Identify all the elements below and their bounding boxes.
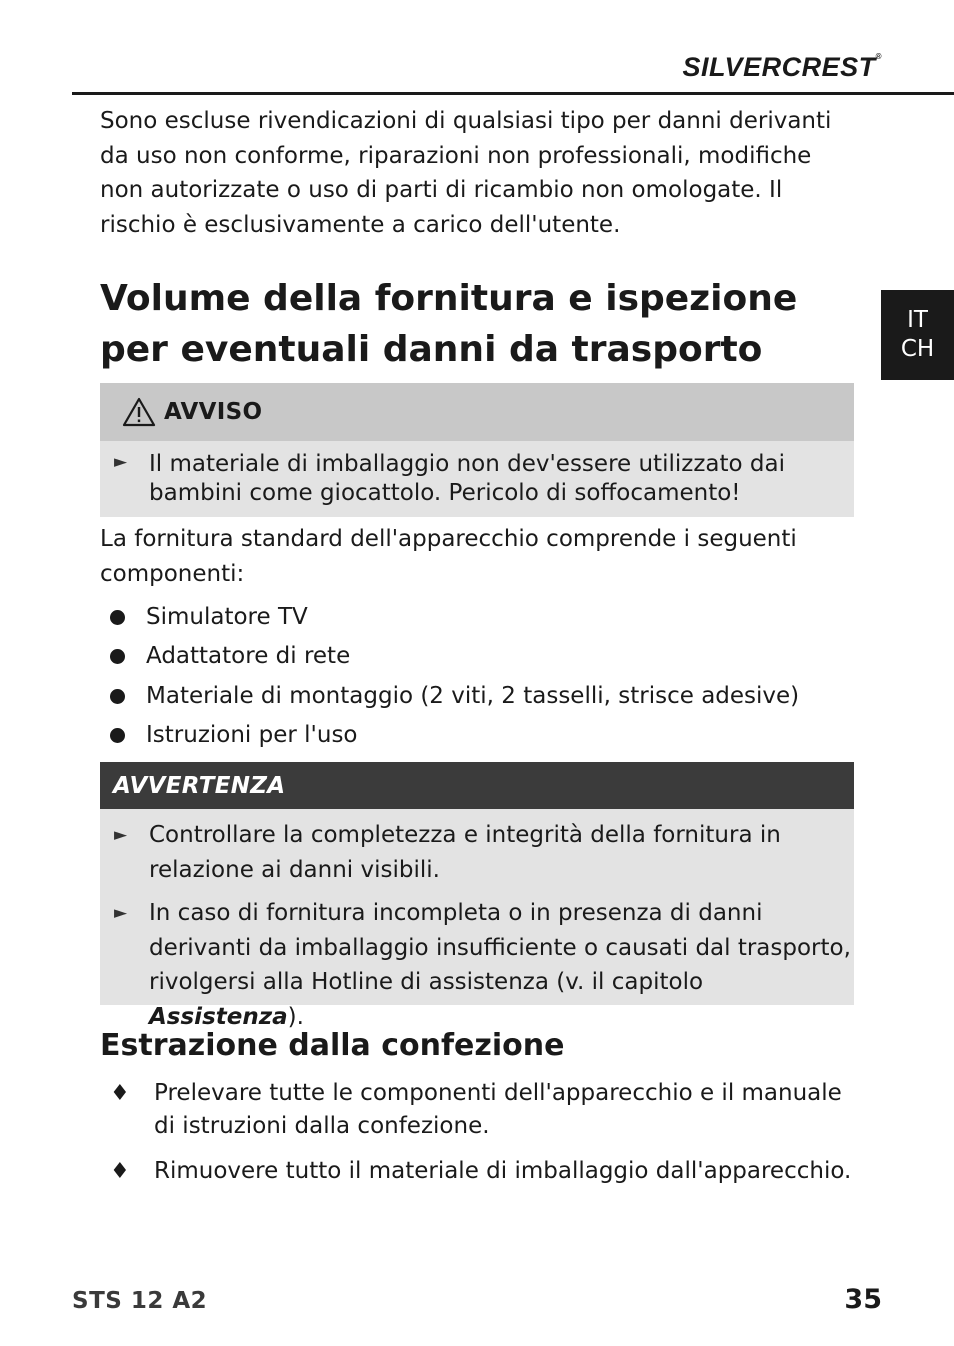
avviso-body (100, 441, 854, 508)
arrow-bullet-icon: ► (114, 452, 128, 472)
avvertenza-item (100, 818, 854, 887)
bullet-dot-icon (110, 649, 125, 664)
avviso-title: AVVISO (164, 399, 263, 425)
warning-triangle-icon (122, 397, 156, 427)
section-heading: Volume della fornitura e ispezione per eventuali danni da trasporto (100, 278, 798, 370)
component-text: Materiale di montaggio (2 viti, 2 tasselli, strisce adesive) (146, 683, 800, 709)
header-rule (72, 92, 954, 95)
assistenza-chapter-ref: Assistenza (149, 1003, 288, 1030)
avvertenza-item-text: In caso di fornitura incompleta o in presenza di danni derivanti da imballaggio insufficiente o causati dal trasporto, rivolgersi alla Hotline di assistenza (v. il capitolo (149, 900, 851, 995)
supply-intro: La fornitura standard dell'apparecchio comprende i seguenti componenti: (100, 526, 797, 587)
avvertenza-box (100, 762, 854, 1030)
avvertenza-body (100, 809, 854, 1034)
avvertenza-item-text: Controllare la completezza e integrità della fornitura in relazione ai danni visibili. (149, 822, 781, 883)
arrow-bullet-icon: ► (114, 825, 128, 845)
bullet-dot-icon (110, 610, 125, 625)
diamond-bullet-icon: ♦ (110, 1081, 130, 1106)
component-text: Simulatore TV (146, 604, 308, 630)
language-tab-ch: CH (900, 336, 935, 362)
language-tab (881, 290, 954, 380)
component-text: Adattatore di rete (146, 643, 351, 669)
avvertenza-title: AVVERTENZA (113, 772, 286, 799)
avvertenza-header (100, 762, 854, 809)
registered-mark: ® (875, 52, 882, 61)
avviso-header (100, 383, 854, 441)
bullet-dot-icon (110, 689, 125, 704)
language-tab-it: IT (907, 307, 928, 333)
brand-logo (683, 52, 882, 83)
brand-logo-text: SILVERCREST (682, 52, 876, 82)
avvertenza-item (100, 896, 854, 1034)
footer-model: STS 12 A2 (72, 1288, 208, 1314)
diamond-bullet-icon: ♦ (110, 1159, 130, 1184)
arrow-bullet-icon: ► (114, 903, 128, 923)
unpacking-heading: Estrazione dalla confezione (100, 1028, 565, 1063)
bullet-dot-icon (110, 728, 125, 743)
intro-paragraph: Sono escluse rivendicazioni di qualsiasi tipo per danni derivanti da uso non conforme, riparazioni non professionali, modifiche non autorizzate o uso di parti di ricambio non omologate. Il rischio è esclusivamente a carico dell'utente. (100, 108, 832, 238)
step-text: Prelevare tutte le componenti dell'apparecchio e il manuale di istruzioni dalla confezione. (154, 1080, 842, 1139)
avvertenza-item-suffix: ). (287, 1003, 304, 1030)
component-text: Istruzioni per l'uso (146, 722, 358, 748)
page-number: 35 (844, 1284, 882, 1315)
step-text: Rimuovere tutto il materiale di imballaggio dall'apparecchio. (154, 1158, 852, 1184)
avviso-box (100, 383, 854, 517)
avviso-item-text: Il materiale di imballaggio non dev'essere utilizzato dai bambini come giocattolo. Pericolo di soffocamento! (149, 451, 785, 506)
avviso-item (100, 450, 854, 508)
